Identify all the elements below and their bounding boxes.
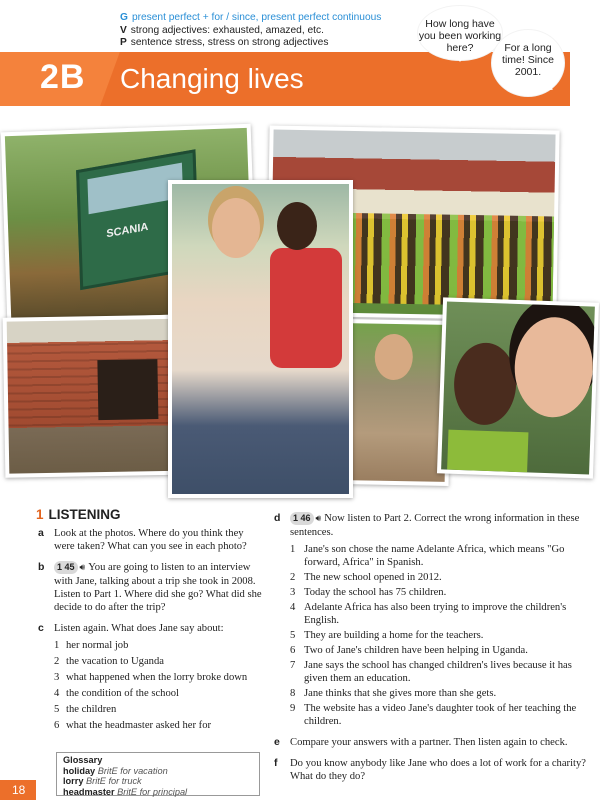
vocabulary-focus: V strong adjectives: exhausted, amazed, etc. (120, 24, 324, 36)
speaker-icon[interactable]: 🔊︎ (79, 563, 86, 573)
speaker-icon[interactable]: 🔊︎ (315, 514, 322, 524)
list-item: 6 Two of Jane's children have been helping in Uganda. (290, 645, 528, 656)
audio-track-badge[interactable]: 1 46 (290, 512, 314, 525)
list-item: 2 the vacation to Uganda (54, 656, 164, 667)
list-item: 9 The website has a video Jane's daughter took of her teaching the children. (290, 703, 577, 727)
truck-logo: SCANIA (106, 220, 149, 241)
task-d-list (290, 543, 592, 728)
speech-bubble-question: How long have you been working here? (418, 6, 502, 60)
glossary-box (56, 752, 260, 796)
left-column (36, 508, 264, 740)
audio-track-badge[interactable]: 1 45 (54, 561, 78, 574)
list-item: 2 The new school opened in 2012. (290, 572, 442, 583)
list-item: 4 Adelante Africa has also been trying to improve the children's English. (290, 602, 567, 626)
list-item: 3 Today the school has 75 children. (290, 587, 447, 598)
section-heading: 1 LISTENING (36, 507, 121, 522)
list-item: 5 They are building a home for the teachers. (290, 630, 484, 641)
task-b: b 1 45 🔊︎ You are going to listen to an interview with Jane, talking about a trip she took in 2008. Listen to Part 1. Where did she go? What did she decide to do after the trip? (38, 561, 262, 613)
list-item: 4 the condition of the school (54, 688, 179, 699)
task-f: f Do you know anybody like Jane who does a lot of work for a charity? What do they do? (274, 757, 586, 782)
list-item: 8 Jane thinks that she gives more than she gets. (290, 688, 497, 699)
list-item: 7 Jane says the school has changed children's lives because it has given them an education. (290, 660, 572, 684)
photo-selfie (437, 297, 599, 478)
glossary-entry: holiday BritE for vacation (63, 765, 168, 776)
task-c: c Listen again. What does Jane say about: 1 her normal job 2 the vacation to Uganda 3 what happened when the lorry broke down 4 the condition of the school 5 the children 6 what the headmaster asked her for (36, 622, 264, 732)
task-a: a Look at the photos. Where do you think they were taken? What can you see in each photo? (38, 527, 247, 552)
glossary-title: Glossary (63, 755, 103, 765)
glossary-entry: lorry BritE for truck (63, 776, 142, 786)
unit-title-band (0, 52, 570, 106)
list-item: 1 her normal job (54, 640, 129, 651)
page-number: 18 (0, 780, 36, 800)
list-item: 5 the children (54, 704, 117, 715)
glossary-entry: headmaster BritE for principal (63, 786, 188, 797)
task-c-list (54, 639, 264, 732)
unit-number: 2B (40, 58, 86, 96)
task-d: d 1 46 🔊︎ Now listen to Part 2. Correct the wrong information in these sentences. 1 Jane's son chose the name Adelante Africa, which means "Go forward, Africa" in Spanish. 2 The new school opened in 2012. 3 Today the school has 75 children. 4 Adelante Africa has also been trying to improve the children's English. 5 They are building a home for the teachers. 6 Two of Jane's children have been helping in Uganda. 7 Jane says the school has changed children's lives because it has given them an education. 8 Jane thinks that she gives more than she gets. 9 The website has a video Jane's daughter took of her teaching the children. (272, 512, 592, 728)
speech-bubble-answer: For a long time! Since 2001. (492, 30, 564, 96)
unit-focus-notes (120, 12, 381, 50)
right-column (272, 512, 592, 791)
task-e: e Compare your answers with a partner. Then listen again to check. (274, 736, 568, 748)
unit-title: Changing lives (120, 63, 304, 94)
photo-jane-with-child (168, 180, 353, 498)
photo-man-child (339, 319, 452, 486)
grammar-focus: G present perfect + for / since, present perfect continuous (120, 12, 382, 23)
pronunciation-focus: P sentence stress, stress on strong adjectives (120, 37, 329, 48)
list-item: 6 what the headmaster asked her for (54, 720, 212, 731)
list-item: 3 what happened when the lorry broke down (54, 672, 248, 683)
list-item: 1 Jane's son chose the name Adelante Africa, which means "Go forward, Africa" in Spanish. (290, 544, 565, 568)
